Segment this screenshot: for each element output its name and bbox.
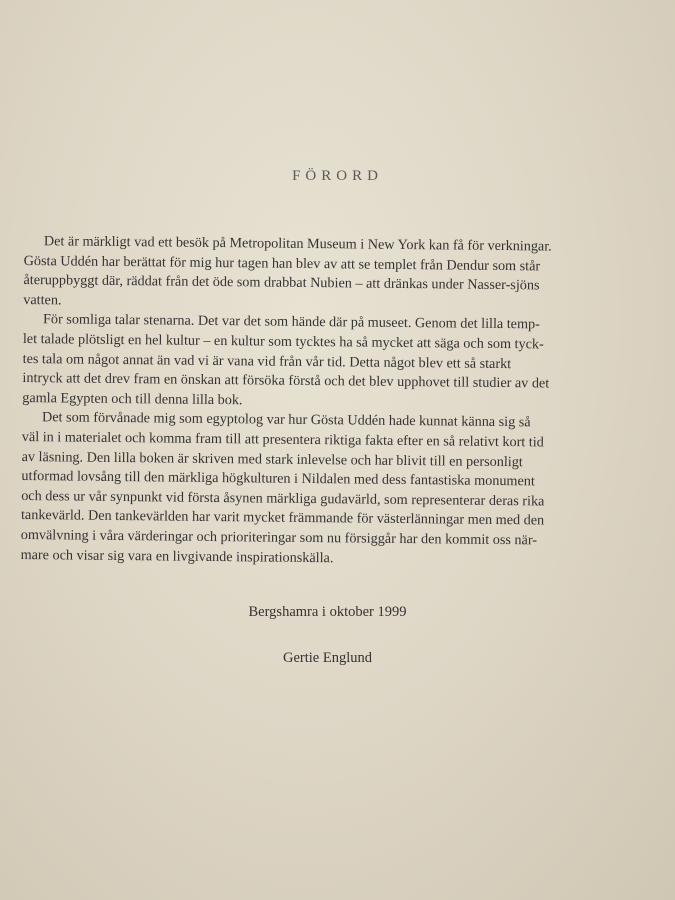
- text-line: gamla Egypten och till denna lilla bok.: [22, 389, 243, 409]
- text-line: mare och visar sig vara en livgivande inspirationskälla.: [20, 546, 334, 566]
- text-line: av läsning. Den lilla boken är skriven med stark inlevelse och har blivit till en personligt: [21, 448, 523, 470]
- paragraph-1: [23, 232, 664, 317]
- paragraph-2: [22, 310, 663, 415]
- text-line: omvälvning i våra värderingar och prioriteringar som nu försiggår har den kommit oss när-: [20, 526, 538, 549]
- text-line: let talade plötsligt en hel kultur – en kultur som tycktes ha så mycket att säga och som tyck-: [22, 330, 544, 353]
- text-line: väl in i materialet och komma fram till att presentera riktiga fakta efter en så relativt kort tid: [21, 428, 544, 451]
- foreword-text: [21, 232, 664, 572]
- text-line: Det är märkligt vad ett besök på Metropolitan Museum i New York kan få för verkningar.: [43, 233, 552, 255]
- text-line: och dess ur vår synpunkt vid första åsynen märkliga gudavärld, som representerar deras rika: [21, 487, 545, 510]
- text-line: återuppbyggt där, räddat från det öde som drabbat Nubien – att dränkas under Nasser-sjöns: [23, 272, 540, 294]
- paragraph-3: [21, 408, 663, 571]
- text-line: Det som förvånade mig som egyptolog var hur Gösta Uddén hade kunnat känna sig så: [41, 409, 531, 431]
- author-name: Gertie Englund: [283, 650, 372, 666]
- place-date: Bergshamra i oktober 1999: [248, 604, 407, 620]
- page-title: FÖRORD: [292, 168, 383, 184]
- text-line: intryck att det drev fram en önskan att försöka förstå och det blev upphovet till studier av det: [22, 370, 550, 392]
- text-line: tankevärld. Den tankevärlden har varit mycket främmande för västerlänningar men med den: [20, 507, 545, 529]
- text-line: tes tala om något annat än vad vi är vana vid från vår tid. Detta något blev ett så starkt: [22, 350, 512, 372]
- text-line: utformad lovsång till den märkliga högkulturen i Nildalen med dess fantastiska monument: [21, 468, 535, 490]
- text-line: vatten.: [23, 291, 62, 309]
- text-line: För somliga talar stenarna. Det var det som hände där på museet. Genom det lilla temp-: [43, 311, 540, 333]
- text-line: Gösta Uddén har berättat för mig hur tagen han blev av att se templet från Dendur som står: [23, 252, 541, 275]
